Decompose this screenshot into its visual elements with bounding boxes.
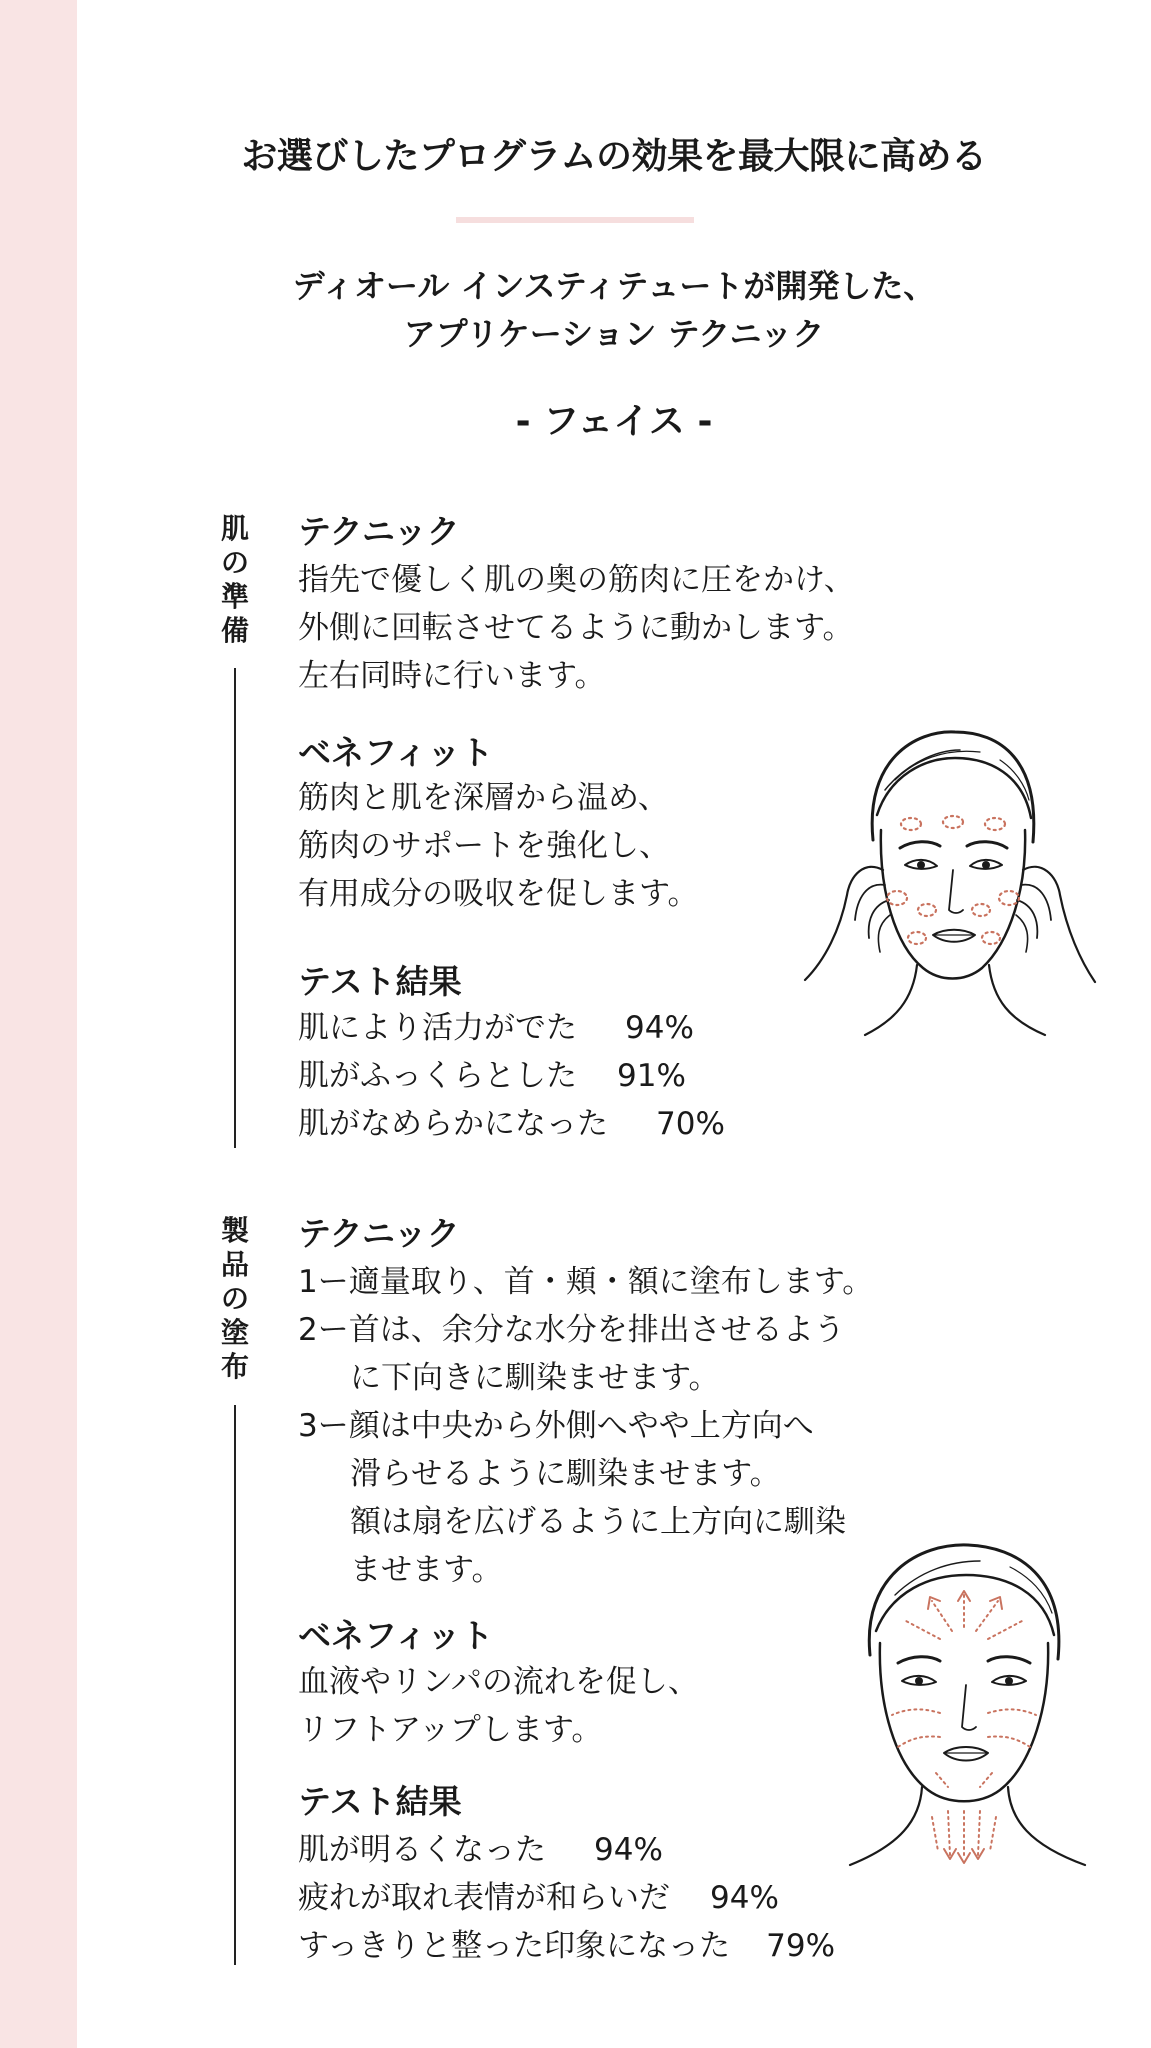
section1-results-list xyxy=(298,1004,725,1148)
section1-benefit-line: 筋肉のサポートを強化し、 xyxy=(298,828,670,864)
section2-technique-line: 1ー適量取り、首・頬・額に塗布します。 xyxy=(298,1264,874,1300)
section2-vertical-rule xyxy=(234,1405,236,1965)
result-value: 79% xyxy=(766,1928,836,1964)
section1-technique-heading: テクニック xyxy=(298,512,460,551)
section2-technique-line: 3ー顔は中央から外側へやや上方向へ xyxy=(298,1408,814,1444)
subtitle-line-1: ディオール インスティテュートが開発した、 xyxy=(292,267,936,305)
result-text: 肌がふっくらとした xyxy=(298,1058,577,1094)
section1-vertical-label: 肌の準備 xyxy=(220,512,249,647)
section1-benefit-line: 筋肉と肌を深層から温め、 xyxy=(298,780,669,816)
result-row xyxy=(298,1874,835,1922)
face-application-illustration xyxy=(840,1535,1090,1880)
section2-vertical-label: 製品の塗布 xyxy=(220,1214,249,1383)
section1-technique-line: 外側に回転させてるように動かします。 xyxy=(298,610,854,646)
result-row xyxy=(298,1826,835,1874)
result-value: 94% xyxy=(594,1832,663,1868)
result-row xyxy=(298,1004,725,1052)
result-text: 肌がなめらかになった xyxy=(298,1106,608,1142)
result-value: 91% xyxy=(617,1058,686,1094)
subtitle-line-2: アプリケーション テクニック xyxy=(403,315,825,353)
face-massage-illustration xyxy=(795,720,1100,1050)
result-row xyxy=(298,1100,725,1148)
subtitle xyxy=(77,262,1151,358)
section2-technique-line: 2ー首は、余分な水分を排出させるよう xyxy=(298,1312,845,1348)
result-value: 70% xyxy=(656,1106,725,1142)
result-value: 94% xyxy=(710,1880,779,1916)
section2-results-heading: テスト結果 xyxy=(298,1782,462,1821)
section2-benefit-heading: ベネフィット xyxy=(298,1616,494,1655)
section2-technique-line: に下向きに馴染ませます。 xyxy=(350,1360,720,1396)
section2-benefit-line: リフトアップします。 xyxy=(298,1712,603,1748)
section1-technique-line: 左右同時に行います。 xyxy=(298,658,606,694)
section2-technique-line: 額は扇を広げるように上方向に馴染 xyxy=(350,1504,846,1540)
result-text: 肌が明るくなった xyxy=(298,1832,546,1868)
face-section-label: - フェイス - xyxy=(515,401,713,442)
section1-benefit-heading: ベネフィット xyxy=(298,733,494,772)
section1-benefit-line: 有用成分の吸収を促します。 xyxy=(298,876,699,912)
result-text: 肌により活力がでた xyxy=(298,1010,577,1046)
section2-technique-line: ませます。 xyxy=(350,1552,503,1588)
section2-technique-line: 滑らせるように馴染ませます。 xyxy=(350,1456,781,1492)
section1-vertical-rule xyxy=(234,668,236,1148)
result-text: すっきりと整った印象になった xyxy=(298,1928,731,1964)
section1-technique-text xyxy=(298,556,855,700)
result-row xyxy=(298,1052,725,1100)
section1-technique-line: 指先で優しく肌の奥の筋肉に圧をかけ、 xyxy=(298,562,855,598)
section2-results-list xyxy=(298,1826,835,1970)
section2-benefit-line: 血液やリンパの流れを促し、 xyxy=(298,1664,699,1700)
section2-benefit-text xyxy=(298,1658,699,1754)
result-value: 94% xyxy=(625,1010,694,1046)
result-text: 疲れが取れ表情が和らいだ xyxy=(298,1880,670,1916)
section1-benefit-text xyxy=(298,774,699,918)
title-divider xyxy=(456,217,694,223)
section2-technique-text xyxy=(298,1258,873,1594)
page-title: お選びしたプログラムの効果を最大限に高める xyxy=(241,136,987,177)
section1-results-heading: テスト結果 xyxy=(298,962,462,1001)
result-row xyxy=(298,1922,835,1970)
left-pink-band xyxy=(0,0,77,2048)
section2-technique-heading: テクニック xyxy=(298,1214,460,1253)
